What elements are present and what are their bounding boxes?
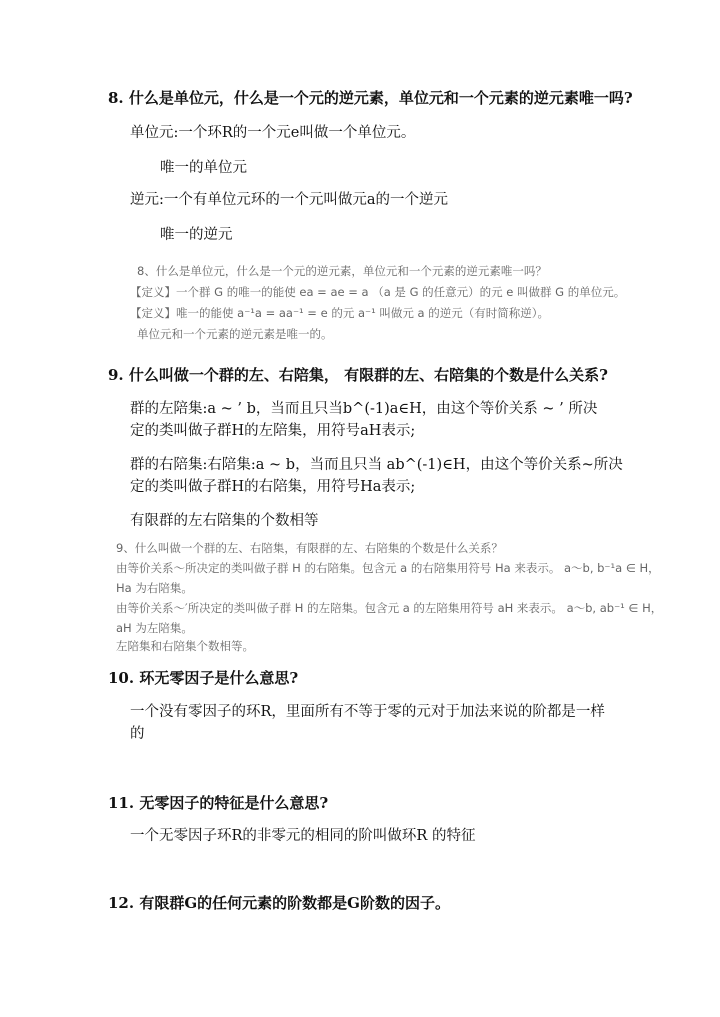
q10-answer-line2: 的 [130, 726, 145, 742]
q10-answer-line1: 一个没有零因子的环R，里面所有不等于零的元对于加法来说的阶都是一样 [130, 704, 605, 720]
q9-reference-question: 9、什么叫做一个群的左、右陪集，有限群的左、右陪集的个数是什么关系？ [116, 541, 503, 555]
q9-reference-left-line1: 由等价关系～′所决定的类叫做子群 H 的左陪集。包含元 a 的左陪集用符号 aH 来表示。 a～b, ab⁻¹ ∈ H， [116, 601, 663, 615]
q8-reference-note: 单位元和一个元素的逆元素是唯一的。 [137, 327, 333, 341]
q9-reference-left-line2: aH 为左陪集。 [116, 621, 193, 635]
q8-reference-question: 8、什么是单位元，什么是一个元的逆元素，单位元和一个元素的逆元素唯一吗？ [137, 264, 547, 278]
q8-inverse-definition: 逆元:一个有单位元环的一个元叫做元a的一个逆元 [130, 192, 449, 208]
q8-unit-definition: 单位元:一个环R的一个元e叫做一个单位元。 [130, 125, 416, 141]
q12-statement: 12. 有限群G的任何元素的阶数都是G阶数的因子。 [108, 894, 450, 912]
q11-title: 11. 无零因子的特征是什么意思? [108, 794, 329, 812]
q8-unit-unique: 唯一的单位元 [160, 160, 247, 176]
q10-title: 10. 环无零因子是什么意思? [108, 669, 299, 687]
q8-inverse-unique: 唯一的逆元 [160, 227, 233, 243]
q9-reference-right-line2: Ha 为右陪集。 [116, 581, 193, 595]
q9-equal-count: 有限群的左右陪集的个数相等 [130, 513, 319, 529]
q9-left-coset-line1: 群的左陪集:a ~ ’ b，当而且只当b^(-1)a∈H，由这个等价关系 ~ ’ 所决 [130, 401, 598, 417]
q9-title: 9. 什么叫做一个群的左、右陪集， 有限群的左、右陪集的个数是什么关系? [108, 366, 608, 384]
q8-reference-def1: 【定义】一个群 G 的唯一的能使 ea = ae = a （a 是 G 的任意元）的元 e 叫做群 G 的单位元。 [130, 285, 626, 299]
q8-title: 8. 什么是单位元，什么是一个元的逆元素，单位元和一个元素的逆元素唯一吗? [108, 89, 633, 107]
q9-right-coset-line2: 定的类叫做子群H的右陪集，用符号Ha表示; [130, 479, 416, 495]
q9-left-coset-line2: 定的类叫做子群H的左陪集，用符号aH表示; [130, 423, 416, 439]
q8-reference-def2: 【定义】唯一的能使 a⁻¹a = aa⁻¹ = e 的元 a⁻¹ 叫做元 a 的逆元（有时简称逆）。 [130, 306, 549, 320]
q9-right-coset-line1: 群的右陪集:右陪集:a ~ b，当而且只当 ab^(-1)∈H，由这个等价关系~所决 [130, 457, 623, 473]
q9-reference-note: 左陪集和右陪集个数相等。 [116, 639, 254, 653]
q11-answer: 一个无零因子环R的非零元的相同的阶叫做环R 的特征 [130, 828, 476, 844]
q9-reference-right-line1: 由等价关系～所决定的类叫做子群 H 的右陪集。包含元 a 的右陪集用符号 Ha 来表示。 a～b, b⁻¹a ∈ H， [116, 561, 660, 575]
